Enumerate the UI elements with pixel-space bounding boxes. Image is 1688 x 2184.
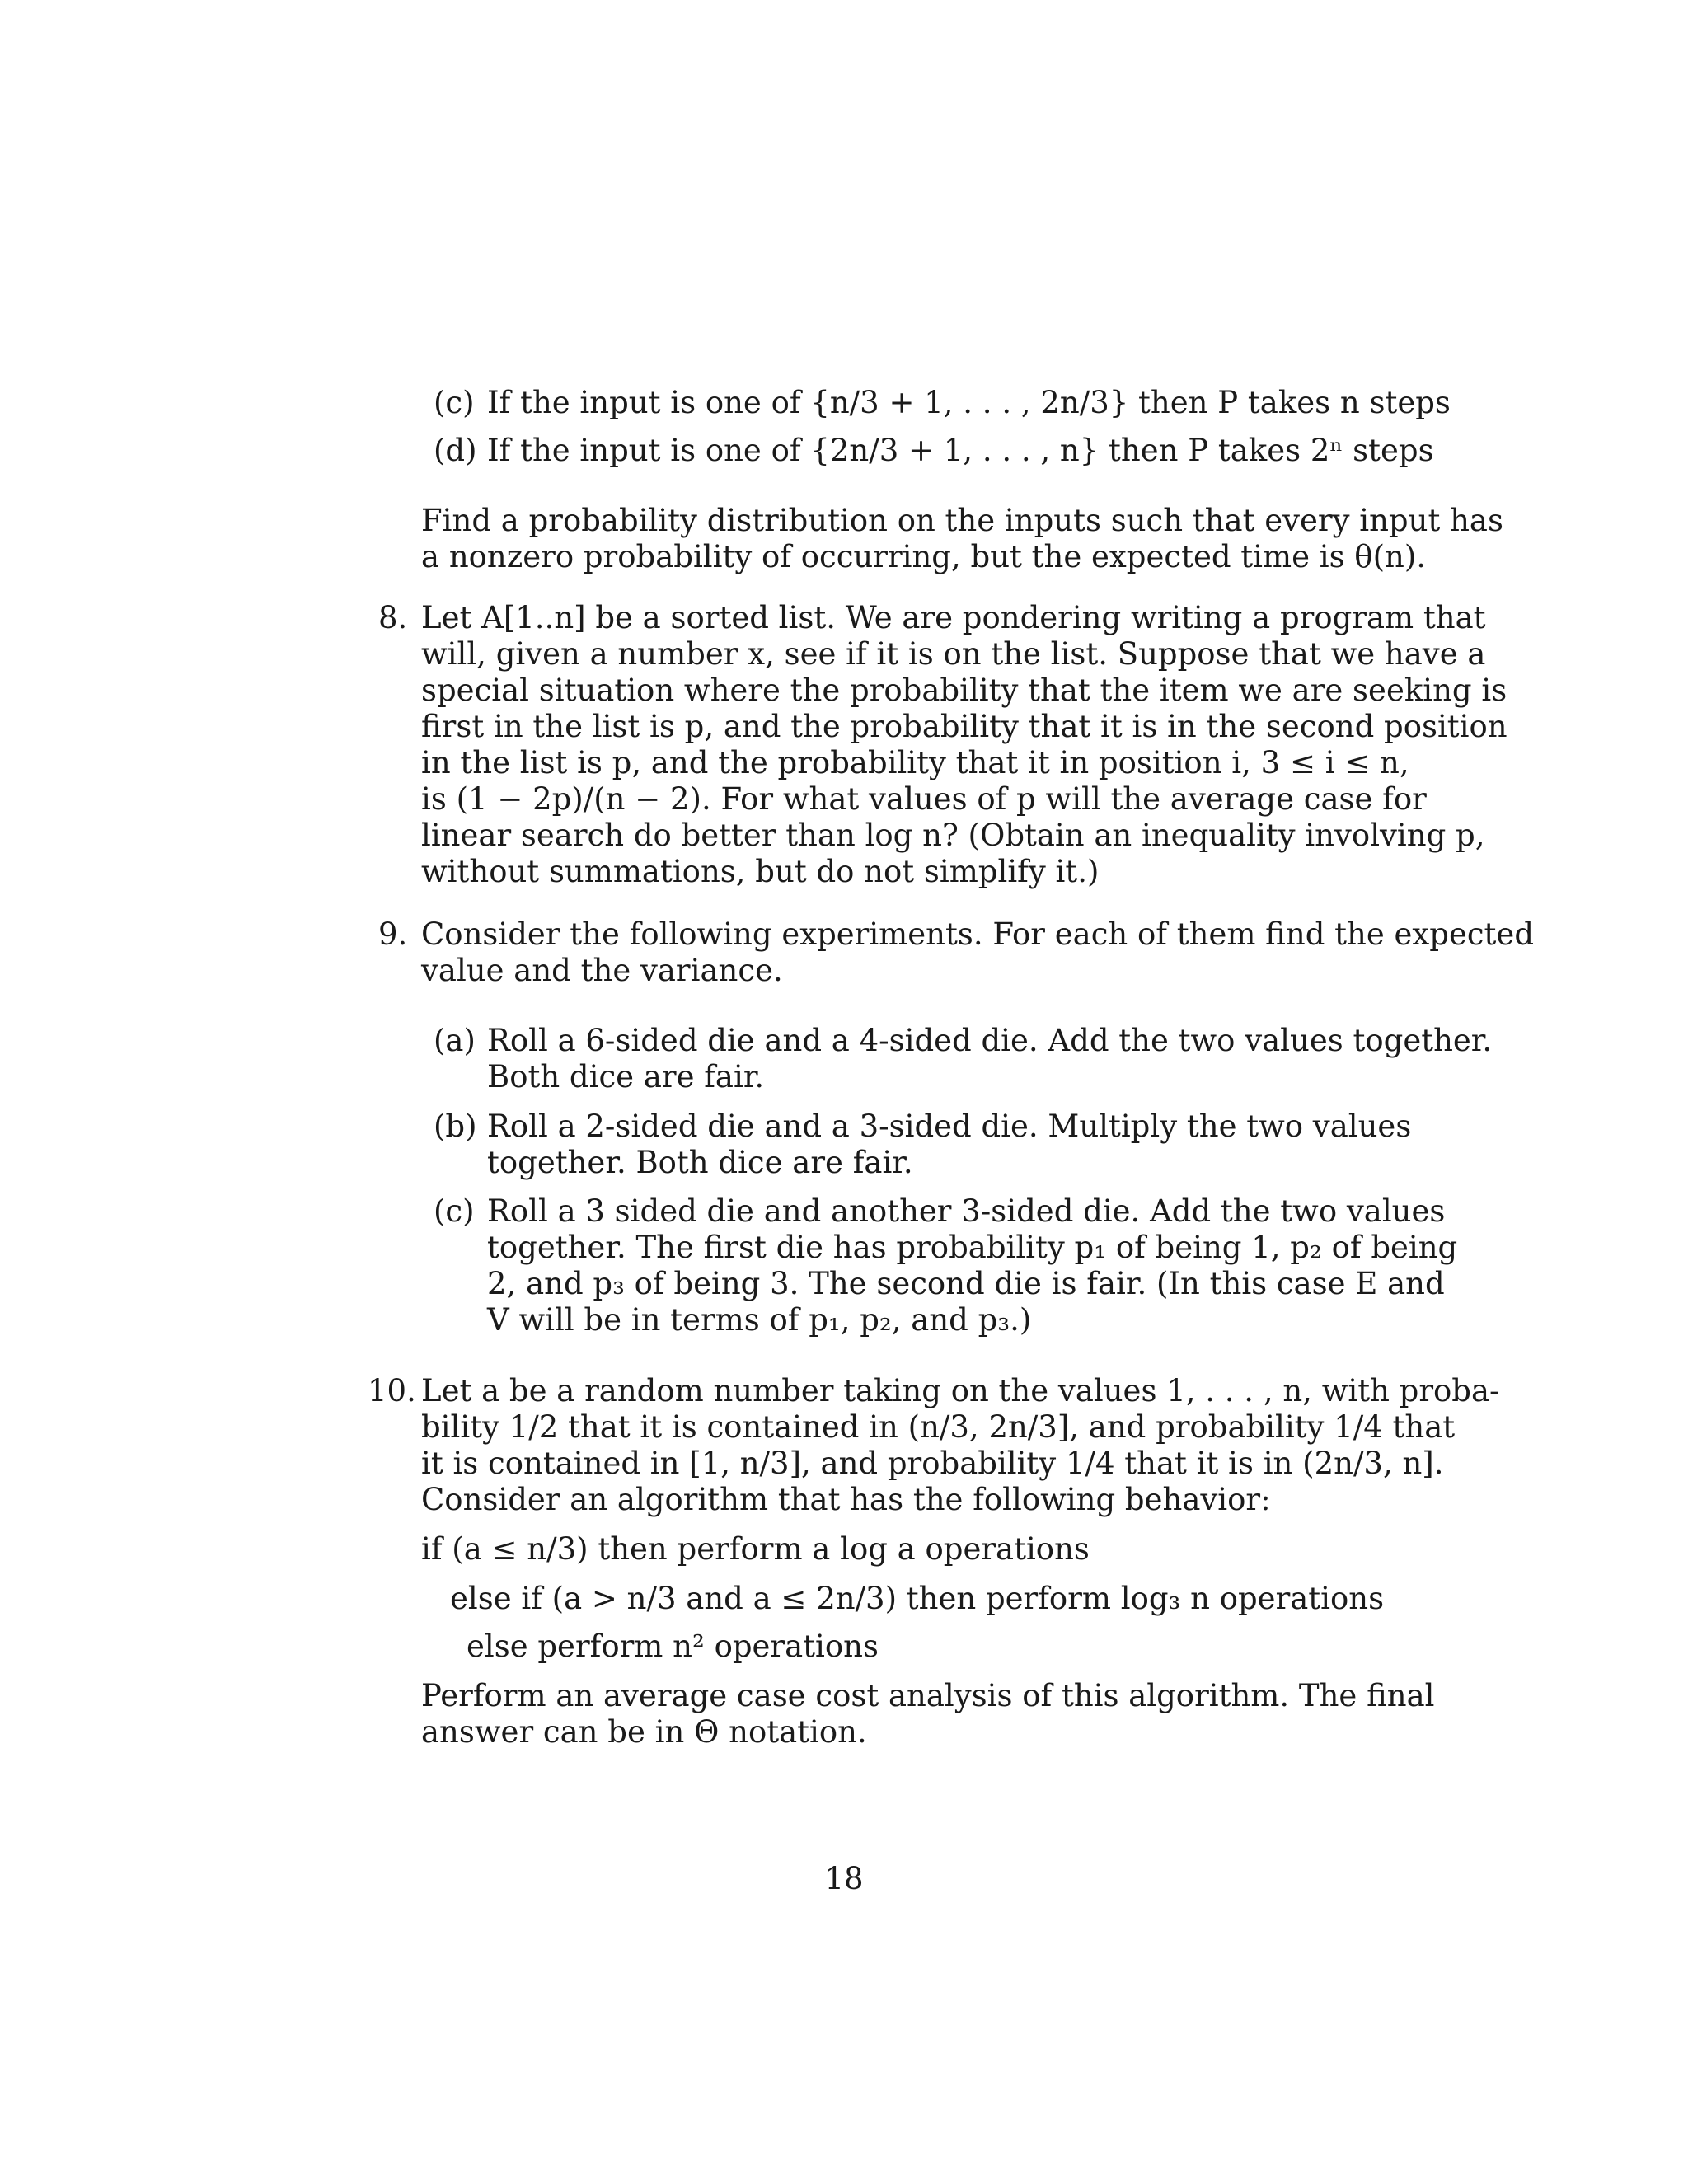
question-9-number: 9. [378,916,408,952]
q9-part-c-line: V will be in terms of p₁, p₂, and p₃.) [487,1302,1032,1338]
q10-code-line: else perform n² operations [467,1629,879,1664]
q9-part-a-line: Both dice are fair. [487,1059,765,1094]
q9-part-c-line: 2, and p₃ of being 3. The second die is fair. (In this case E and [487,1266,1445,1301]
q9-part-b-line: together. Both dice are fair. [487,1145,913,1180]
q9-line: Consider the following experiments. For each of them find the expected [421,916,1535,952]
q10-line: Let a be a random number taking on the values 1, . . . , n, with proba- [421,1373,1500,1408]
question-10-number: 10. [368,1373,416,1408]
q10-line: Consider an algorithm that has the following behavior: [421,1482,1271,1517]
question-8-number: 8. [378,600,408,635]
q8-line: will, given a number x, see if it is on the list. Suppose that we have a [421,636,1486,672]
find-para-line: Find a probability distribution on the inputs such that every input has [421,503,1503,538]
page-number: 18 [824,1861,864,1896]
part-d-label: (d) [434,433,477,468]
q10-closing-line: Perform an average case cost analysis of this algorithm. The final [421,1678,1435,1713]
q9-line: value and the variance. [421,953,783,988]
q9-part-a-label: (a) [434,1023,476,1058]
q9-part-a-line: Roll a 6-sided die and a 4-sided die. Add the two values together. [487,1023,1493,1058]
part-c-label: (c) [434,385,475,420]
find-para-line: a nonzero probability of occurring, but the expected time is θ(n). [421,539,1427,574]
q8-line: Let A[1..n] be a sorted list. We are pondering writing a program that [421,600,1486,635]
part-c-text: If the input is one of {n/3 + 1, . . . , 2n/3} then P takes n steps [487,385,1451,420]
q10-closing-line: answer can be in Θ notation. [421,1714,867,1750]
q8-line: in the list is p, and the probability that it in position i, 3 ≤ i ≤ n, [421,745,1409,780]
q8-line: special situation where the probability that the item we are seeking is [421,673,1507,708]
q8-line: is (1 − 2p)/(n − 2). For what values of p will the average case for [421,781,1427,817]
q9-part-b-label: (b) [434,1108,477,1144]
q10-line: it is contained in [1, n/3], and probability 1/4 that it is in (2n/3, n]. [421,1446,1444,1481]
q9-part-c-label: (c) [434,1193,475,1229]
q9-part-c-line: together. The first die has probability p₁ of being 1, p₂ of being [487,1230,1458,1265]
q8-line: first in the list is p, and the probability that it is in the second position [421,709,1507,744]
q10-code-line: if (a ≤ n/3) then perform a log a operations [421,1531,1090,1567]
q10-line: bility 1/2 that it is contained in (n/3, 2n/3], and probability 1/4 that [421,1409,1456,1445]
q8-line: without summations, but do not simplify it.) [421,854,1100,889]
q8-line: linear search do better than log n? (Obtain an inequality involving p, [421,818,1485,853]
q9-part-c-line: Roll a 3 sided die and another 3-sided die. Add the two values [487,1193,1446,1229]
q9-part-b-line: Roll a 2-sided die and a 3-sided die. Multiply the two values [487,1108,1412,1144]
part-d-text: If the input is one of {2n/3 + 1, . . . , n} then P takes 2ⁿ steps [487,433,1434,468]
q10-code-line: else if (a > n/3 and a ≤ 2n/3) then perform log₃ n operations [450,1581,1385,1616]
